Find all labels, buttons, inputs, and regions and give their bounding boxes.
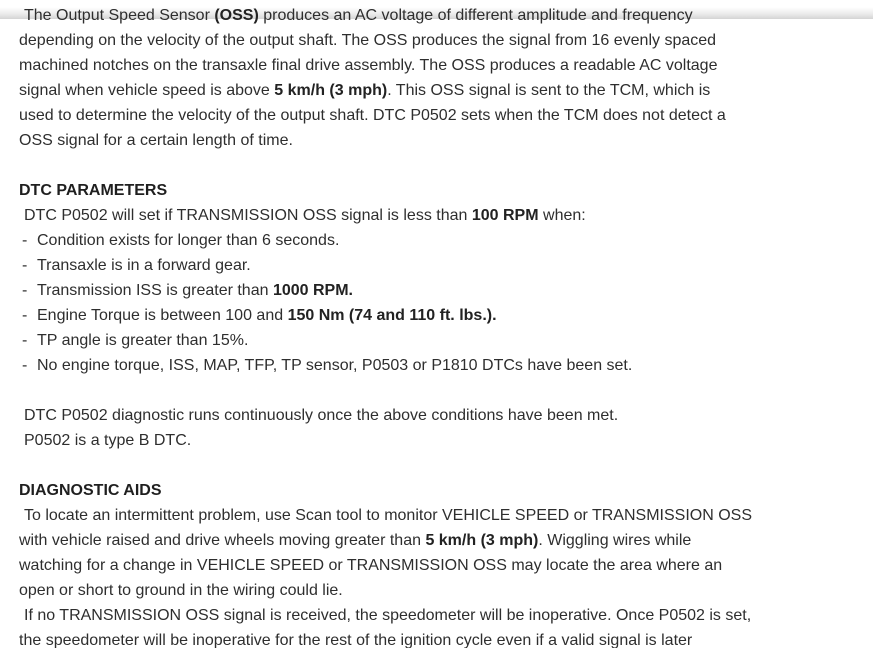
spacer xyxy=(19,378,849,403)
list-item xyxy=(19,228,849,253)
spacer xyxy=(19,153,849,178)
text: with vehicle raised and drive wheels moving greater than xyxy=(19,532,426,549)
bold-text: 5 km/h (3 mph) xyxy=(274,82,388,99)
dash-marker: - xyxy=(22,357,28,374)
bold-text: 5 km/h (3 mph) xyxy=(425,532,539,549)
dash-marker: - xyxy=(22,232,28,249)
paragraph-line: DTC P0502 diagnostic runs continuously once the above conditions have been met. xyxy=(24,407,619,424)
text: DTC P0502 will set if TRANSMISSION OSS signal is less than xyxy=(24,207,472,224)
intro-line: depending on the velocity of the output shaft. The OSS produces the signal from 16 evenly spaced xyxy=(19,32,717,49)
section-heading: DTC PARAMETERS xyxy=(19,182,168,199)
list-item xyxy=(19,278,849,303)
list-item xyxy=(19,253,849,278)
list-item xyxy=(19,328,849,353)
text: . Wiggling wires while xyxy=(538,532,692,549)
bold-text: 1000 RPM. xyxy=(272,282,353,299)
paragraph-line xyxy=(19,528,849,553)
list-item xyxy=(19,303,849,328)
section-heading: DIAGNOSTIC AIDS xyxy=(19,482,162,499)
paragraph-line: open or short to ground in the wiring could lie. xyxy=(19,582,343,599)
text: produces an AC voltage of different amplitude and frequency xyxy=(258,7,693,24)
text: TP angle is greater than 15%. xyxy=(37,332,249,349)
intro-section xyxy=(19,3,849,153)
diagnostic-aids-section xyxy=(19,478,849,648)
paragraph-line: the speedometer will be inoperative for the rest of the ignition cycle even if a valid signal is later xyxy=(19,632,693,648)
dash-marker: - xyxy=(22,282,28,299)
text: Transaxle is in a forward gear. xyxy=(37,257,251,274)
intro-line: OSS signal for a certain length of time. xyxy=(19,132,293,149)
spacer xyxy=(19,453,849,478)
bold-text: (OSS) xyxy=(214,7,259,24)
dtc-parameters-section xyxy=(19,178,849,453)
text: Condition exists for longer than 6 seconds. xyxy=(37,232,340,249)
text: Transmission ISS is greater than xyxy=(37,282,273,299)
dash-marker: - xyxy=(22,332,28,349)
list-item xyxy=(19,353,849,378)
dash-marker: - xyxy=(22,257,28,274)
intro-line xyxy=(19,3,849,28)
text: signal when vehicle speed is above xyxy=(19,82,275,99)
dash-marker: - xyxy=(22,307,28,324)
text: Engine Torque is between 100 and xyxy=(37,307,288,324)
intro-line xyxy=(19,78,849,103)
paragraph-line: To locate an intermittent problem, use Scan tool to monitor VEHICLE SPEED or TRANSMISSION OSS xyxy=(24,507,752,524)
paragraph-line xyxy=(19,203,849,228)
paragraph-line: P0502 is a type B DTC. xyxy=(24,432,192,449)
text: when: xyxy=(538,207,586,224)
intro-line: machined notches on the transaxle final drive assembly. The OSS produces a readable AC voltage xyxy=(19,57,718,74)
bold-text: 100 RPM xyxy=(471,207,539,224)
intro-line: used to determine the velocity of the output shaft. DTC P0502 sets when the TCM does not detect a xyxy=(19,107,726,124)
text: The Output Speed Sensor xyxy=(24,7,215,24)
document-body xyxy=(19,3,849,648)
paragraph-line: watching for a change in VEHICLE SPEED or TRANSMISSION OSS may locate the area where an xyxy=(19,557,723,574)
text: No engine torque, ISS, MAP, TFP, TP sensor, P0503 or P1810 DTCs have been set. xyxy=(37,357,633,374)
text: . This OSS signal is sent to the TCM, which is xyxy=(387,82,711,99)
bold-text: 150 Nm (74 and 110 ft. lbs.). xyxy=(287,307,497,324)
paragraph-line: If no TRANSMISSION OSS signal is received, the speedometer will be inoperative. Once P0502 is set, xyxy=(24,607,752,624)
